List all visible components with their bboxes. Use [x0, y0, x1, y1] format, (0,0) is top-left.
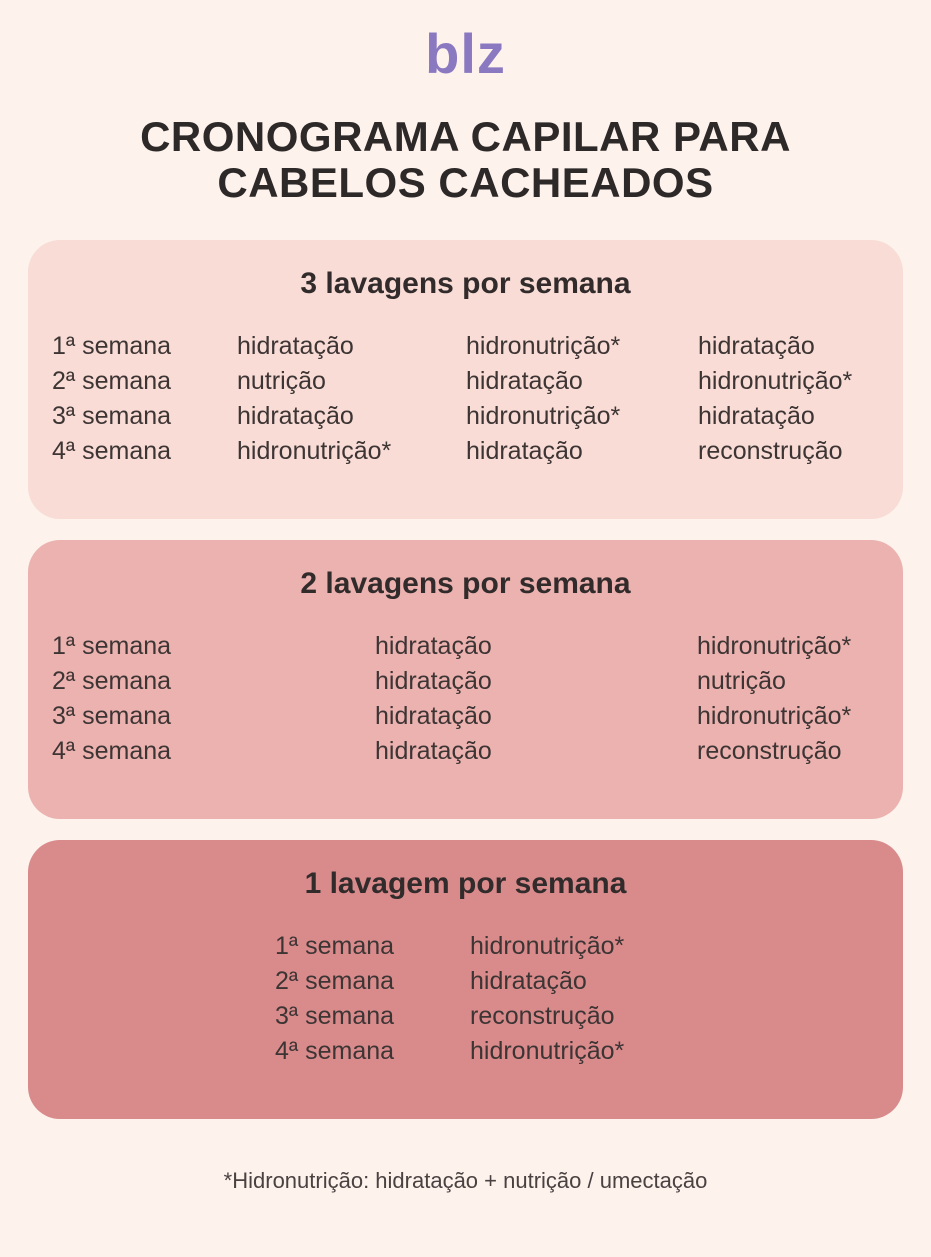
week-label: 4ª semana	[52, 737, 172, 766]
treatment-label: hidronutrição*	[697, 702, 852, 731]
treatment-label: hidronutrição*	[466, 402, 621, 431]
week-label: 3ª semana	[52, 702, 172, 731]
card-rows	[52, 929, 879, 1069]
treatment-label: hidronutrição*	[237, 437, 392, 466]
treatment-label: hidronutrição*	[466, 332, 621, 361]
week-label: 4ª semana	[52, 437, 172, 466]
schedule-row	[275, 964, 879, 999]
week-label: 1ª semana	[52, 632, 172, 661]
schedule-row	[52, 629, 879, 664]
card-header: 2 lavagens por semana	[300, 567, 631, 601]
week-label: 1ª semana	[275, 932, 395, 961]
blz-logo: blz	[425, 22, 506, 85]
treatment-label: hidronutrição*	[697, 632, 852, 661]
schedule-row	[275, 1034, 879, 1069]
page-title-line-2: CABELOS CACHEADOS	[217, 159, 714, 207]
treatment-label: hidratação	[375, 667, 492, 696]
treatment-label: reconstrução	[698, 437, 843, 466]
card-rows	[52, 329, 879, 469]
treatment-label: hidratação	[698, 332, 815, 361]
card-rows	[52, 629, 879, 769]
schedule-row	[52, 734, 879, 769]
schedule-row	[52, 664, 879, 699]
schedule-row	[52, 399, 879, 434]
footnote: *Hidronutrição: hidratação + nutrição / umectação	[223, 1168, 708, 1194]
schedule-card	[28, 540, 903, 819]
schedule-card	[28, 840, 903, 1119]
treatment-label: hidratação	[237, 332, 354, 361]
treatment-label: hidronutrição*	[698, 367, 853, 396]
treatment-label: hidronutrição*	[470, 1037, 625, 1066]
treatment-label: reconstrução	[470, 1002, 615, 1031]
week-label: 2ª semana	[52, 667, 172, 696]
schedule-row	[275, 929, 879, 964]
week-label: 4ª semana	[275, 1037, 395, 1066]
treatment-label: hidratação	[698, 402, 815, 431]
treatment-label: hidratação	[375, 702, 492, 731]
schedule-row	[275, 999, 879, 1034]
treatment-label: hidratação	[375, 632, 492, 661]
week-label: 1ª semana	[52, 332, 172, 361]
week-label: 3ª semana	[275, 1002, 395, 1031]
treatment-label: hidronutrição*	[470, 932, 625, 961]
treatment-label: hidratação	[237, 402, 354, 431]
treatment-label: hidratação	[375, 737, 492, 766]
schedule-row	[52, 434, 879, 469]
week-label: 2ª semana	[275, 967, 395, 996]
treatment-label: hidratação	[466, 367, 583, 396]
treatment-label: nutrição	[697, 667, 786, 696]
treatment-label: hidratação	[466, 437, 583, 466]
schedule-row	[52, 329, 879, 364]
page-title	[0, 114, 931, 206]
card-header: 1 lavagem por semana	[304, 867, 627, 901]
treatment-label: hidratação	[470, 967, 587, 996]
schedule-row	[52, 699, 879, 734]
treatment-label: reconstrução	[697, 737, 842, 766]
schedule-cards	[0, 240, 931, 1119]
schedule-card	[28, 240, 903, 519]
card-header: 3 lavagens por semana	[300, 267, 631, 301]
page-title-line-1: CRONOGRAMA CAPILAR PARA	[140, 113, 791, 160]
week-label: 2ª semana	[52, 367, 172, 396]
treatment-label: nutrição	[237, 367, 326, 396]
week-label: 3ª semana	[52, 402, 172, 431]
schedule-row	[52, 364, 879, 399]
